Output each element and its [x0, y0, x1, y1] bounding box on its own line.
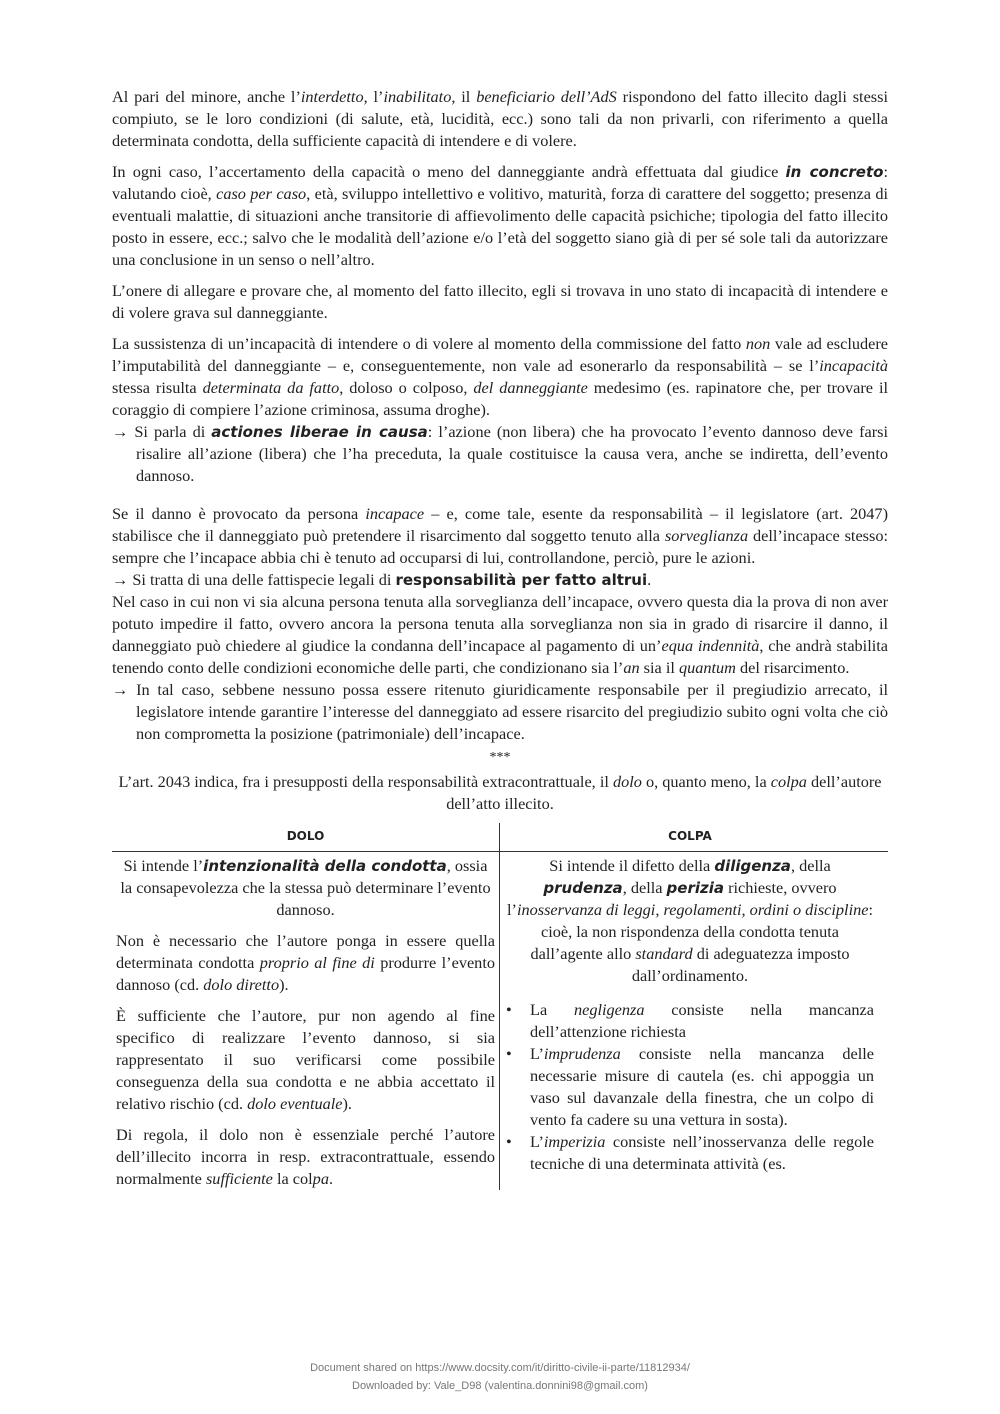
paragraph-art-2043 [112, 771, 888, 815]
text: di adeguatezza imposto dall’ordinamento. [631, 944, 850, 985]
text: La [530, 1000, 574, 1019]
term-standard: standard [635, 944, 693, 963]
text: Si intende l’ [123, 856, 204, 875]
term-caso-per-caso: caso per caso [216, 184, 307, 203]
text: Si intende il difetto della [549, 856, 715, 875]
arrow-note-tal-caso: → In tal caso, sebbene nessuno possa essere ritenuto giuridicamente responsabile per il pregiudizio arrecato, il legislatore intende garantire l’interesse del danneggiato ad essere risarcito del pregiudizio subito ogni volta che ciò non comprometta la posizione (patrimoniale) dell’incapace. [112, 680, 888, 743]
text: del risarcimento. [735, 658, 850, 677]
text: medesimo (es. rapinatore che, per trovare il coraggio di compiere l’azione criminosa, assuma droghe). [112, 378, 889, 419]
text: , della [790, 856, 831, 875]
text: È sufficiente che l’autore, pur non agendo al fine specifico di realizzare l’evento dannoso, si sia rappresentato il suo verificarsi come possibile conseguenza della sua condotta e ne abbia accettato il relativo rischio (cd. [116, 1006, 495, 1113]
text: → Si parla di [112, 422, 212, 441]
dolo-diretto [116, 930, 495, 996]
text: . [647, 570, 652, 589]
text: , ossia la consapevolezza che la stessa può determinare l’evento dannoso. [120, 856, 491, 919]
term-sufficiente: sufficiente [205, 1169, 273, 1188]
term-negligenza: negligenza [573, 1000, 645, 1019]
dolo-colpa-table [112, 823, 888, 1190]
footer-downloaded-by: Downloaded by: Vale_D98 (valentina.donnini98@gmail.com) [352, 1380, 648, 1392]
paragraph-sussistenza [112, 333, 888, 421]
term-danneggiante: del danneggiante [473, 378, 588, 397]
term-colpa: colpa [770, 772, 807, 791]
text: produrre l’evento dannoso (cd. [116, 953, 495, 994]
text: La sussistenza di un’incapacità di intendere o di volere al momento della commissione del fatto [112, 334, 746, 353]
text: . [328, 1169, 334, 1188]
text: , doloso o colposo, [339, 378, 474, 397]
text: L’art. 2043 indica, fra i presupposti della responsabilità extracontrattuale, il [118, 772, 613, 791]
term-dolo-eventuale: dolo eventuale [247, 1094, 343, 1113]
text: sia il [639, 658, 679, 677]
text: ). [279, 975, 289, 994]
document-page [112, 86, 888, 1190]
text: L’ [530, 1044, 544, 1063]
table-header-colpa: COLPA [668, 829, 712, 843]
table-header-rule [112, 851, 888, 852]
text: consiste nella mancanza delle necessarie misure di cautela (es. chi appoggia un vaso sul davanzale della finestra, che un colpo di vento fa cadere su una vettura in sosta). [530, 1044, 874, 1129]
paragraph-incapaci [112, 86, 888, 152]
paragraph-onere: L’onere di allegare e provare che, al momento del fatto illecito, egli si trovava in uno stato di incapacità di intendere e di volere grava sul danneggiante. [112, 281, 888, 322]
text: , il [451, 87, 477, 106]
term-imperizia: imperizia [543, 1132, 606, 1151]
term-sorveglianza: sorveglianza [664, 526, 749, 545]
text: la col [272, 1169, 313, 1188]
text: Non è necessario che l’autore ponga in essere quella determinata condotta [116, 931, 495, 972]
list-item-imprudenza [506, 1043, 874, 1131]
text: : l’azione (non libera) che ha provocato l’evento dannoso deve farsi risalire all’azione (libera) che l’ha preceduta, la quale costituisce la causa vera, anche se indiretta, dell’evento dannoso. [136, 422, 888, 485]
text: , della [622, 878, 667, 897]
text: stessa risulta [112, 378, 203, 397]
term-inosservanza: inosservanza di leggi, regolamenti, ordini o discipline [516, 900, 869, 919]
text: , l’ [363, 87, 384, 106]
footer-shared-link[interactable]: Document shared on https://www.docsity.com/it/diritto-civile-ii-parte/11812934/ [310, 1362, 690, 1374]
text: ). [342, 1094, 352, 1113]
text: : valutando cioè, [112, 162, 888, 203]
term-interdetto: interdetto [300, 87, 364, 106]
dolo-eventuale [116, 1005, 495, 1115]
text: Al pari del minore, anche l’ [112, 87, 301, 106]
paragraph-accertamento [112, 161, 888, 271]
text: In ogni caso, l’accertamento della capacità o meno del danneggiante andrà effettuata dal giudice [112, 162, 786, 181]
term-incapace: incapace [365, 504, 425, 523]
text: pa [312, 1169, 329, 1188]
section-separator: *** [489, 750, 511, 765]
paragraph-danno-incapace [112, 503, 888, 569]
paragraph-equa-indennita [112, 591, 888, 679]
text: , età, sviluppo intellettivo e volitivo, maturità, forza di carattere del soggetto; presenza di eventuali malattie, di situazioni anche transitorie di affievolimento delle capacità psichiche; tipologia del fatto illecito posto in essere, ecc.; salvo che le modalità dell’azione e/o l’età del soggetto siano già di per sé sole tali da autorizzare una conclusione in un senso o nell’altro. [112, 184, 889, 269]
list-item-negligenza [506, 999, 874, 1043]
text: consiste nell’inosservanza delle regole tecniche di una determinata attività (es. [530, 1132, 874, 1173]
term-quantum: quantum [678, 658, 736, 677]
colpa-types-list [506, 999, 874, 1175]
term-an: an [623, 658, 640, 677]
term-perizia: perizia [666, 879, 724, 897]
text: dell’autore dell’atto illecito. [446, 772, 882, 813]
term-intenzionalita: intenzionalità della condotta [203, 857, 447, 875]
term-responsabilita-fatto-altrui: responsabilità per fatto altrui [395, 571, 648, 589]
table-column-colpa [500, 823, 888, 1190]
text: Di regola, il dolo non è essenziale perché l’autore dell’illecito incorra in resp. extracontrattuale, essendo normalmente [116, 1125, 495, 1188]
text: – e, come tale, esente da responsabilità – il legislatore (art. 2047) stabilisce che il danneggiato può pretendere il risarcimento dal soggetto tenuto alla [112, 504, 888, 545]
term-equa-indennita: equa indennità [661, 636, 760, 655]
text: dell’incapace stesso: sempre che l’incapace abbia chi è tenuto ad occuparsi di lui, controllandone, perciò, pure le azioni. [112, 526, 889, 567]
text: Se il danno è provocato da persona [112, 504, 366, 523]
text: rispondono del fatto illecito dagli stessi compiuto, se le loro condizioni (di salute, età, lucidità, ecc.) sono tali da non privarli, con riferimento a quella determinata condotta, della sufficiente capacità di intendere e di volere. [112, 87, 889, 150]
term-dolo-diretto: dolo diretto [203, 975, 280, 994]
term-non: non [745, 334, 771, 353]
dolo-regola [116, 1124, 495, 1190]
text: → Si tratta di una delle fattispecie legali di [112, 570, 396, 589]
term-incapacita: incapacità [819, 356, 888, 375]
term-determinata: determinata da fatto [202, 378, 340, 397]
dolo-definition [116, 855, 495, 921]
text: : cioè, la non rispondenza della condotta tenuta dall’agente allo [530, 900, 873, 963]
table-column-dolo [112, 823, 500, 1190]
term-in-concreto: in concreto [785, 163, 884, 181]
text: , che andrà stabilita tenendo conto delle condizioni economiche delle parti, che condizionano sia l’ [112, 636, 889, 677]
text: Nel caso in cui non vi sia alcuna persona tenuta alla sorveglianza dell’incapace, ovvero questa dia la prova di non aver potuto impedire il fatto, ovvero ancora la persona tenuta alla sorveglianza non sia in grado di risarcire il danno, il danneggiato può chiedere al giudice la condanna dell’incapace al pagamento di un’ [112, 592, 888, 655]
term-inabilitato: inabilitato [383, 87, 452, 106]
text: o, quanto meno, la [641, 772, 771, 791]
table-header-dolo: DOLO [286, 829, 325, 843]
term-proprio-al-fine: proprio al fine di [259, 953, 375, 972]
list-item-imperizia [506, 1131, 874, 1175]
term-diligenza: diligenza [714, 857, 791, 875]
arrow-note-actiones [112, 421, 888, 487]
term-beneficiario: beneficiario dell’AdS [476, 87, 617, 106]
term-dolo: dolo [612, 772, 642, 791]
term-actiones-liberae: actiones liberae in causa [211, 423, 428, 441]
text: vale ad escludere l’imputabilità del danneggiante – e, conseguentemente, non vale ad esonerarlo da responsabilità – se l’ [112, 334, 888, 375]
text: consiste nella mancanza dell’attenzione richiesta [530, 1000, 874, 1041]
term-imprudenza: imprudenza [543, 1044, 621, 1063]
arrow-note-fatto-altrui [112, 569, 888, 591]
colpa-definition [506, 855, 874, 987]
text: richieste, ovvero l’ [506, 878, 837, 919]
term-prudenza: prudenza [543, 879, 623, 897]
text: L’ [530, 1132, 544, 1151]
